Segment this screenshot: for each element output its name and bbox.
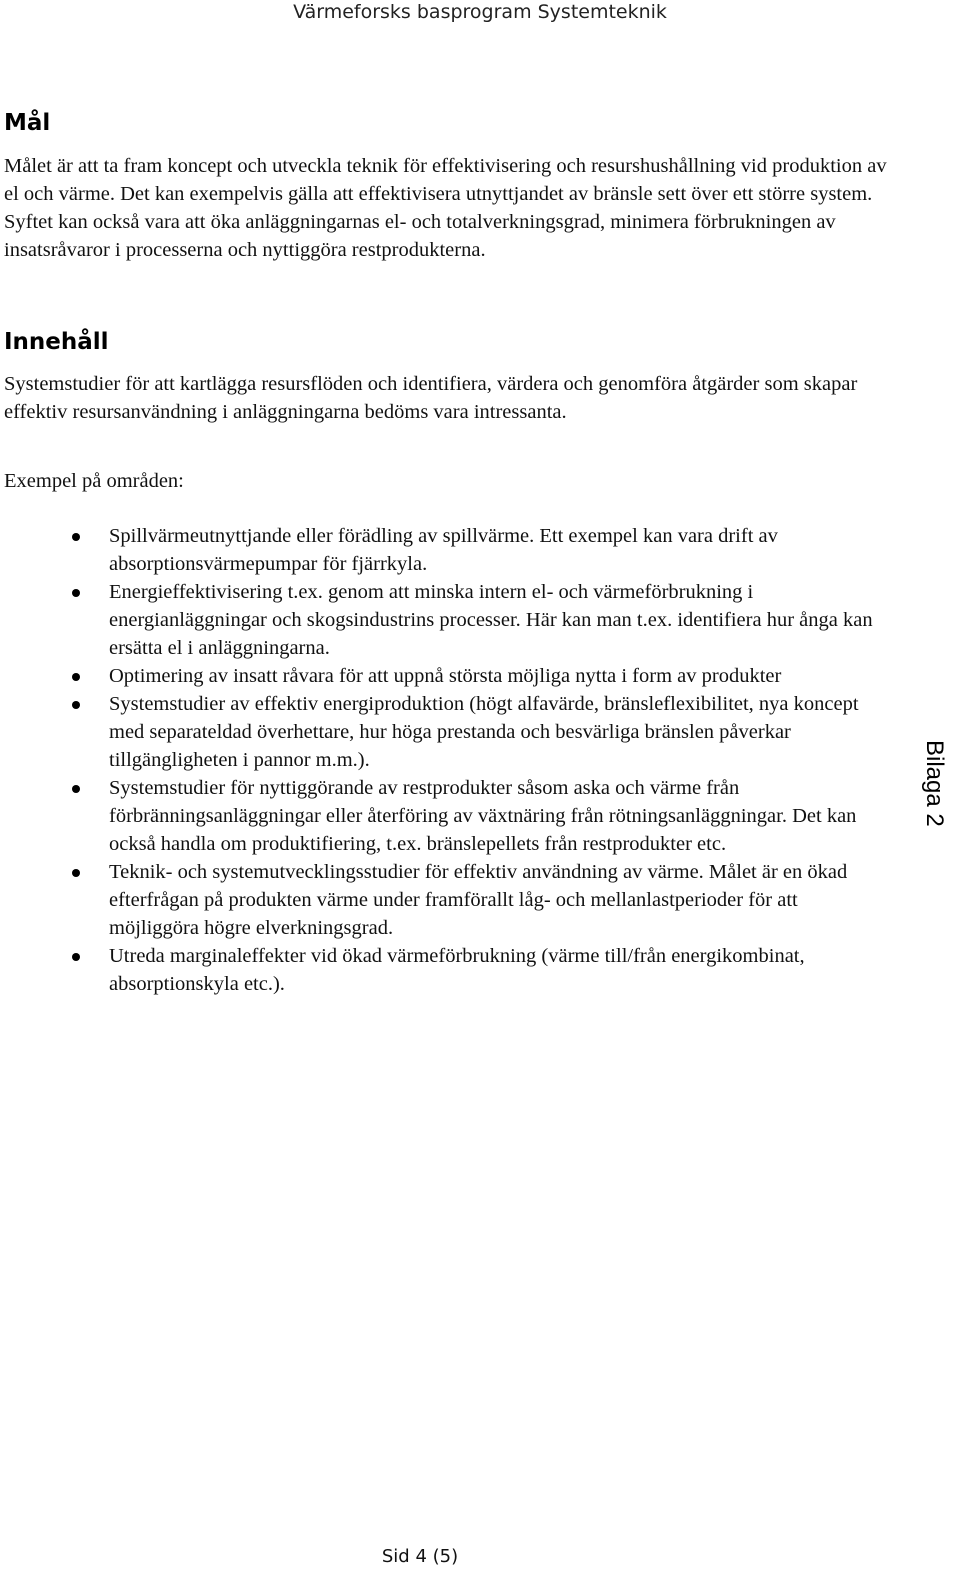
list-item: Optimering av insatt råvara för att uppnå största möjliga nytta i form av produkter <box>4 662 884 690</box>
list-item: Systemstudier för nyttiggörande av restprodukter såsom aska och värme från förbränningsanläggningar eller återföring av växtnäring från rötningsanläggningar. Det kan också handla om produktifiering, t.ex. bränslepellets från restprodukter etc. <box>4 774 884 858</box>
list-item: Teknik- och systemutvecklingsstudier för effektiv användning av värme. Målet är en ökad efterfrågan på produkten värme under framförallt låg- och mellanlastperioder för att möjliggöra högre elverkningsgrad. <box>4 858 884 942</box>
list-item: Utreda marginaleffekter vid ökad värmeförbrukning (värme till/från energikombinat, absorptionskyla etc.). <box>4 942 884 998</box>
list-item: Spillvärmeutnyttjande eller förädling av spillvärme. Ett exempel kan vara drift av absorptionsvärmepumpar för fjärrkyla. <box>4 522 884 578</box>
heading-mal: Mål <box>4 110 51 136</box>
heading-innehall: Innehåll <box>4 329 109 355</box>
list-item: Energieffektivisering t.ex. genom att minska intern el- och värmeförbrukning i energianläggningar och skogsindustrins processer. Här kan man t.ex. identifiera hur ånga kan ersätta el i anläggningarna. <box>4 578 884 662</box>
examples-list <box>4 522 884 998</box>
page-number: Sid 4 (5) <box>381 1546 459 1567</box>
examples-intro: Exempel på områden: <box>4 470 184 492</box>
paragraph-mal: Målet är att ta fram koncept och utveckla teknik för effektivisering och resurshushållning vid produktion av el och värme. Det kan exempelvis gälla att effektivisera utnyttjandet av bränsle sett över ett större system. Syftet kan också vara att öka anläggningarnas el- och totalverkningsgrad, minimera förbrukningen av insatsråvaror i processerna och nyttiggöra restprodukterna. <box>4 155 887 261</box>
paragraph-innehall: Systemstudier för att kartlägga resursflöden och identifiera, värdera och genomföra åtgärder som skapar effektiv resursanvändning i anläggningarna bedöms vara intressanta. <box>4 373 858 423</box>
list-item: Systemstudier av effektiv energiproduktion (högt alfavärde, bränsleflexibilitet, nya koncept med separateldad överhettare, hur höga prestanda och besvärliga bränslen påverkar tillgängligheten i pannor m.m.). <box>4 690 884 774</box>
appendix-label: Bilaga 2 <box>921 740 948 827</box>
page-header: Värmeforsks basprogram Systemteknik <box>293 1 667 23</box>
